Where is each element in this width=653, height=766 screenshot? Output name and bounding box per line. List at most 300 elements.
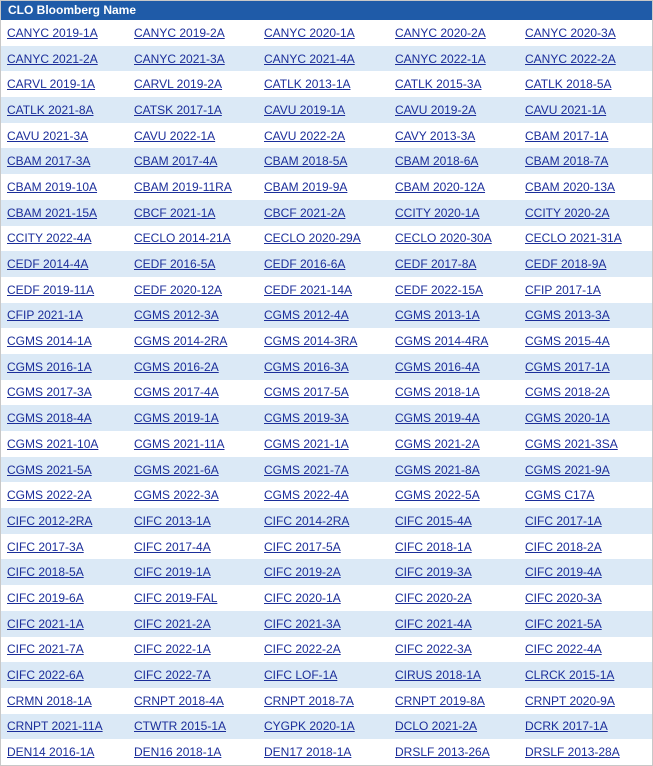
- clo-name-link[interactable]: CEDF 2019-11A: [7, 282, 95, 297]
- clo-name-link[interactable]: CCITY 2020-2A: [525, 205, 610, 220]
- table-cell: [389, 206, 519, 220]
- table-cell: [258, 360, 389, 374]
- clo-name-link[interactable]: CIFC 2017-5A: [264, 539, 341, 554]
- clo-name-link[interactable]: CIFC LOF-1A: [264, 668, 338, 683]
- table-cell: [519, 437, 652, 451]
- clo-name-link[interactable]: CIFC 2012-2RA: [7, 513, 93, 528]
- clo-name-link[interactable]: CGMS 2019-4A: [395, 411, 480, 426]
- clo-name-link[interactable]: CANYC 2022-2A: [525, 51, 616, 66]
- table-cell: [258, 154, 389, 168]
- clo-name-link[interactable]: CGMS 2022-4A: [264, 488, 349, 503]
- clo-name-link[interactable]: CIFC 2018-1A: [395, 539, 472, 554]
- clo-name-link[interactable]: DEN16 2018-1A: [134, 745, 222, 760]
- clo-name-link[interactable]: CIFC 2021-1A: [7, 616, 84, 631]
- clo-name-link[interactable]: CIFC 2017-4A: [134, 539, 211, 554]
- clo-name-link[interactable]: CEDF 2016-5A: [134, 257, 216, 272]
- clo-name-link[interactable]: CBAM 2018-5A: [264, 154, 348, 169]
- clo-name-link[interactable]: CIFC 2019-6A: [7, 590, 84, 605]
- table-cell: [519, 52, 652, 66]
- table-cell: [1, 565, 128, 579]
- table-cell: [1, 334, 128, 348]
- clo-name-link[interactable]: CAVU 2021-1A: [525, 102, 607, 117]
- table-cell: [258, 26, 389, 40]
- table-cell: [258, 129, 389, 143]
- clo-name-link[interactable]: CGMS 2021-11A: [134, 436, 225, 451]
- clo-name-link[interactable]: CBAM 2017-4A: [134, 154, 218, 169]
- table-cell: [128, 617, 258, 631]
- clo-name-link[interactable]: CIFC 2017-1A: [525, 513, 602, 528]
- table-cell: [389, 617, 519, 631]
- table-cell: [128, 540, 258, 554]
- clo-name-link[interactable]: CBAM 2019-9A: [264, 179, 348, 194]
- table-cell: [128, 180, 258, 194]
- table-cell: [389, 231, 519, 245]
- table-cell: [519, 129, 652, 143]
- table-cell: [389, 642, 519, 656]
- table-cell: [258, 257, 389, 271]
- table-row: [1, 405, 652, 431]
- table-cell: [258, 77, 389, 91]
- clo-name-link[interactable]: CAVU 2021-3A: [7, 128, 89, 143]
- table-cell: [519, 565, 652, 579]
- clo-name-link[interactable]: CRNPT 2019-8A: [395, 693, 485, 708]
- clo-name-link[interactable]: CAVU 2022-2A: [264, 128, 346, 143]
- table-cell: [389, 463, 519, 477]
- table-cell: [128, 360, 258, 374]
- table-cell: [128, 77, 258, 91]
- table-cell: [128, 565, 258, 579]
- clo-name-link[interactable]: CGMS 2022-3A: [134, 488, 219, 503]
- table-cell: [1, 129, 128, 143]
- table-cell: [258, 540, 389, 554]
- clo-name-link[interactable]: CARVL 2019-1A: [7, 77, 96, 92]
- table-cell: [519, 180, 652, 194]
- clo-name-link[interactable]: CIFC 2022-4A: [525, 642, 602, 657]
- table-cell: [258, 514, 389, 528]
- table-cell: [128, 206, 258, 220]
- table-cell: [519, 540, 652, 554]
- table-cell: [128, 488, 258, 502]
- table-cell: [258, 411, 389, 425]
- table-row: [1, 508, 652, 534]
- clo-name-link[interactable]: CANYC 2019-2A: [134, 25, 225, 40]
- table-cell: [128, 719, 258, 733]
- table-cell: [519, 642, 652, 656]
- clo-name-link[interactable]: CANYC 2019-1A: [7, 25, 98, 40]
- table-cell: [1, 514, 128, 528]
- table-cell: [258, 283, 389, 297]
- clo-name-link[interactable]: CIFC 2022-2A: [264, 642, 341, 657]
- table-cell: [389, 257, 519, 271]
- table-row: [1, 457, 652, 483]
- clo-name-link[interactable]: DRSLF 2013-28A: [525, 745, 620, 760]
- clo-name-link[interactable]: CGMS 2017-3A: [7, 385, 92, 400]
- clo-name-link[interactable]: CIRUS 2018-1A: [395, 668, 482, 683]
- clo-name-link[interactable]: CBCF 2021-1A: [134, 205, 216, 220]
- table-cell: [258, 719, 389, 733]
- table-cell: [389, 411, 519, 425]
- table-row: [1, 97, 652, 123]
- clo-name-link[interactable]: CRNPT 2018-7A: [264, 693, 354, 708]
- clo-name-link[interactable]: CIFC 2021-4A: [395, 616, 472, 631]
- clo-name-link[interactable]: CEDF 2014-4A: [7, 257, 89, 272]
- table-cell: [519, 334, 652, 348]
- table-cell: [258, 308, 389, 322]
- table-cell: [128, 129, 258, 143]
- table-cell: [519, 385, 652, 399]
- table-cell: [519, 103, 652, 117]
- table-cell: [1, 154, 128, 168]
- table-cell: [389, 129, 519, 143]
- table-row: [1, 611, 652, 637]
- table-cell: [519, 308, 652, 322]
- clo-name-link[interactable]: CGMS 2016-3A: [264, 359, 349, 374]
- table-cell: [519, 206, 652, 220]
- clo-name-link[interactable]: CGMS 2021-3SA: [525, 436, 618, 451]
- table-cell: [1, 642, 128, 656]
- clo-name-link[interactable]: CGMS 2012-3A: [134, 308, 219, 323]
- table-cell: [1, 180, 128, 194]
- clo-name-link[interactable]: CANYC 2020-2A: [395, 25, 486, 40]
- clo-name-link[interactable]: CGMS 2016-1A: [7, 359, 92, 374]
- table-row: [1, 123, 652, 149]
- table-cell: [1, 257, 128, 271]
- clo-name-link[interactable]: CGMS 2014-4RA: [395, 334, 489, 349]
- clo-name-link[interactable]: CGMS 2021-8A: [395, 462, 480, 477]
- clo-name-link[interactable]: CGMS 2014-2RA: [134, 334, 228, 349]
- table-cell: [1, 103, 128, 117]
- table-cell: [519, 719, 652, 733]
- clo-name-link[interactable]: CIFC 2013-1A: [134, 513, 211, 528]
- table-cell: [519, 154, 652, 168]
- clo-name-link[interactable]: CGMS 2014-3RA: [264, 334, 358, 349]
- table-cell: [258, 591, 389, 605]
- table-cell: [389, 283, 519, 297]
- clo-name-link[interactable]: CIFC 2021-2A: [134, 616, 211, 631]
- table-cell: [128, 411, 258, 425]
- table-cell: [128, 26, 258, 40]
- table-cell: [389, 77, 519, 91]
- table-row: [1, 46, 652, 72]
- clo-name-link[interactable]: CATLK 2013-1A: [264, 77, 351, 92]
- clo-name-link[interactable]: CECLO 2020-30A: [395, 231, 492, 246]
- clo-name-link[interactable]: CGMS 2018-1A: [395, 385, 480, 400]
- table-cell: [258, 385, 389, 399]
- clo-name-link[interactable]: CBAM 2018-6A: [395, 154, 479, 169]
- clo-name-link[interactable]: CANYC 2020-3A: [525, 25, 616, 40]
- table-cell: [389, 745, 519, 759]
- table-cell: [389, 565, 519, 579]
- clo-name-link[interactable]: CEDF 2021-14A: [264, 282, 353, 297]
- table-row: [1, 739, 652, 765]
- table-cell: [258, 694, 389, 708]
- table-cell: [1, 591, 128, 605]
- clo-name-link[interactable]: CGMS 2021-7A: [264, 462, 349, 477]
- table-cell: [1, 360, 128, 374]
- clo-name-link[interactable]: CGMS 2017-5A: [264, 385, 349, 400]
- table-cell: [519, 668, 652, 682]
- clo-name-link[interactable]: CGMS 2015-4A: [525, 334, 610, 349]
- clo-name-link[interactable]: CFIP 2021-1A: [7, 308, 83, 323]
- table-cell: [1, 488, 128, 502]
- clo-name-link[interactable]: DEN14 2016-1A: [7, 745, 95, 760]
- clo-name-link[interactable]: CIFC 2022-6A: [7, 668, 84, 683]
- clo-name-link[interactable]: CECLO 2021-31A: [525, 231, 622, 246]
- table-cell: [1, 385, 128, 399]
- clo-name-link[interactable]: CBAM 2018-7A: [525, 154, 609, 169]
- clo-name-link[interactable]: CIFC 2017-3A: [7, 539, 84, 554]
- table-row: [1, 559, 652, 585]
- clo-name-link[interactable]: CIFC 2022-1A: [134, 642, 211, 657]
- clo-name-link[interactable]: CEDF 2016-6A: [264, 257, 346, 272]
- clo-name-link[interactable]: CIFC 2019-2A: [264, 565, 341, 580]
- table-cell: [258, 206, 389, 220]
- table-row: [1, 534, 652, 560]
- clo-name-link[interactable]: CGMS 2018-4A: [7, 411, 92, 426]
- table-cell: [519, 231, 652, 245]
- table-row: [1, 380, 652, 406]
- clo-name-link[interactable]: CIFC 2021-7A: [7, 642, 84, 657]
- clo-name-link[interactable]: CRNPT 2018-4A: [134, 693, 224, 708]
- table-header: CLO Bloomberg Name: [1, 1, 652, 20]
- clo-name-link[interactable]: CANYC 2022-1A: [395, 51, 486, 66]
- clo-name-link[interactable]: CIFC 2019-4A: [525, 565, 602, 580]
- clo-name-link[interactable]: CIFC 2021-3A: [264, 616, 341, 631]
- clo-name-link[interactable]: CCITY 2020-1A: [395, 205, 480, 220]
- table-cell: [258, 231, 389, 245]
- clo-name-link[interactable]: CIFC 2019-3A: [395, 565, 472, 580]
- clo-name-link[interactable]: CANYC 2021-3A: [134, 51, 225, 66]
- table-row: [1, 585, 652, 611]
- table-cell: [389, 719, 519, 733]
- table-cell: [519, 488, 652, 502]
- clo-name-link[interactable]: CARVL 2019-2A: [134, 77, 223, 92]
- table-cell: [519, 411, 652, 425]
- clo-name-link[interactable]: CGMS 2021-5A: [7, 462, 92, 477]
- clo-name-link[interactable]: CIFC 2021-5A: [525, 616, 602, 631]
- table-cell: [258, 437, 389, 451]
- clo-name-link[interactable]: CTWTR 2015-1A: [134, 719, 227, 734]
- table-row: [1, 200, 652, 226]
- clo-name-link[interactable]: CGMS 2016-2A: [134, 359, 219, 374]
- clo-name-link[interactable]: CGMS 2013-3A: [525, 308, 610, 323]
- clo-name-link[interactable]: DEN17 2018-1A: [264, 745, 352, 760]
- clo-name-link[interactable]: CBAM 2019-11RA: [134, 179, 232, 194]
- table-cell: [1, 437, 128, 451]
- clo-name-link[interactable]: CGMS 2022-5A: [395, 488, 480, 503]
- table-cell: [258, 52, 389, 66]
- clo-name-link[interactable]: CIFC 2022-7A: [134, 668, 211, 683]
- clo-name-link[interactable]: CIFC 2022-3A: [395, 642, 472, 657]
- table-row: [1, 662, 652, 688]
- table-cell: [128, 52, 258, 66]
- clo-name-link[interactable]: CBAM 2017-1A: [525, 128, 609, 143]
- clo-name-link[interactable]: CCITY 2022-4A: [7, 231, 92, 246]
- table-cell: [128, 283, 258, 297]
- table-cell: [128, 334, 258, 348]
- table-cell: [519, 514, 652, 528]
- table-row: [1, 71, 652, 97]
- table-cell: [519, 617, 652, 631]
- table-cell: [128, 154, 258, 168]
- table-cell: [519, 591, 652, 605]
- table-cell: [1, 411, 128, 425]
- clo-name-link[interactable]: CIFC 2019-FAL: [134, 590, 218, 605]
- clo-name-link[interactable]: CEDF 2017-8A: [395, 257, 477, 272]
- clo-name-link[interactable]: CRNPT 2021-11A: [7, 719, 103, 734]
- table-cell: [389, 540, 519, 554]
- table-cell: [519, 26, 652, 40]
- clo-name-link[interactable]: CGMS 2019-1A: [134, 411, 219, 426]
- clo-name-link[interactable]: CGMS 2019-3A: [264, 411, 349, 426]
- table-row: [1, 251, 652, 277]
- table-cell: [128, 385, 258, 399]
- table-cell: [389, 103, 519, 117]
- clo-name-link[interactable]: DCRK 2017-1A: [525, 719, 608, 734]
- table-cell: [1, 77, 128, 91]
- clo-name-link[interactable]: CIFC 2014-2RA: [264, 513, 350, 528]
- table-cell: [128, 514, 258, 528]
- table-cell: [1, 668, 128, 682]
- clo-name-link[interactable]: CANYC 2021-4A: [264, 51, 355, 66]
- table-cell: [258, 565, 389, 579]
- table-cell: [1, 308, 128, 322]
- clo-name-link[interactable]: CLRCK 2015-1A: [525, 668, 615, 683]
- clo-name-link[interactable]: CAVU 2019-2A: [395, 102, 477, 117]
- table-cell: [519, 283, 652, 297]
- clo-name-link[interactable]: CAVU 2022-1A: [134, 128, 216, 143]
- clo-name-link[interactable]: CIFC 2020-1A: [264, 590, 341, 605]
- table-cell: [519, 694, 652, 708]
- table-row: [1, 688, 652, 714]
- table-cell: [128, 694, 258, 708]
- table-row: [1, 482, 652, 508]
- clo-name-link[interactable]: CIFC 2018-2A: [525, 539, 602, 554]
- clo-name-link[interactable]: CGMS 2022-2A: [7, 488, 92, 503]
- clo-name-link[interactable]: CATLK 2021-8A: [7, 102, 94, 117]
- table-row: [1, 354, 652, 380]
- clo-name-link[interactable]: CGMS 2021-10A: [7, 436, 99, 451]
- table-cell: [258, 745, 389, 759]
- table-cell: [519, 463, 652, 477]
- clo-name-link[interactable]: CBAM 2020-13A: [525, 179, 616, 194]
- table-cell: [258, 488, 389, 502]
- clo-name-link[interactable]: CGMS 2021-9A: [525, 462, 610, 477]
- clo-name-link[interactable]: CEDF 2022-15A: [395, 282, 484, 297]
- table-row: [1, 226, 652, 252]
- clo-name-link[interactable]: CFIP 2017-1A: [525, 282, 601, 297]
- table-cell: [1, 52, 128, 66]
- table-row: [1, 20, 652, 46]
- table-cell: [389, 694, 519, 708]
- clo-name-link[interactable]: CGMS 2020-1A: [525, 411, 610, 426]
- clo-name-link[interactable]: CGMS 2014-1A: [7, 334, 92, 349]
- clo-name-link[interactable]: DCLO 2021-2A: [395, 719, 478, 734]
- clo-name-link[interactable]: CBAM 2019-10A: [7, 179, 98, 194]
- table-cell: [389, 385, 519, 399]
- clo-name-link[interactable]: CECLO 2014-21A: [134, 231, 231, 246]
- clo-name-link[interactable]: CGMS C17A: [525, 488, 595, 503]
- clo-name-link[interactable]: CGMS 2017-4A: [134, 385, 219, 400]
- clo-name-link[interactable]: CBAM 2020-12A: [395, 179, 486, 194]
- table-cell: [389, 437, 519, 451]
- table-cell: [389, 488, 519, 502]
- clo-name-link[interactable]: CGMS 2016-4A: [395, 359, 480, 374]
- table-cell: [258, 463, 389, 477]
- table-cell: [1, 719, 128, 733]
- clo-name-link[interactable]: CANYC 2020-1A: [264, 25, 355, 40]
- clo-name-link[interactable]: CANYC 2021-2A: [7, 51, 98, 66]
- clo-name-link[interactable]: CRMN 2018-1A: [7, 693, 92, 708]
- clo-name-link[interactable]: CYGPK 2020-1A: [264, 719, 355, 734]
- table-cell: [128, 642, 258, 656]
- table-cell: [128, 591, 258, 605]
- table-row: [1, 328, 652, 354]
- table-cell: [1, 206, 128, 220]
- clo-name-link[interactable]: CGMS 2021-2A: [395, 436, 480, 451]
- clo-name-link[interactable]: CBCF 2021-2A: [264, 205, 346, 220]
- clo-name-link[interactable]: CAVY 2013-3A: [395, 128, 476, 143]
- table-cell: [1, 26, 128, 40]
- clo-name-link[interactable]: CATSK 2017-1A: [134, 102, 222, 117]
- clo-name-link[interactable]: CBAM 2017-3A: [7, 154, 91, 169]
- clo-name-link[interactable]: CIFC 2015-4A: [395, 513, 472, 528]
- table-cell: [1, 463, 128, 477]
- table-row: [1, 174, 652, 200]
- clo-name-link[interactable]: CGMS 2013-1A: [395, 308, 480, 323]
- table-cell: [389, 360, 519, 374]
- table-cell: [1, 540, 128, 554]
- clo-name-link[interactable]: CECLO 2020-29A: [264, 231, 361, 246]
- table-cell: [258, 180, 389, 194]
- table-cell: [519, 360, 652, 374]
- clo-name-link[interactable]: CIFC 2020-3A: [525, 590, 602, 605]
- table-cell: [128, 437, 258, 451]
- table-cell: [1, 231, 128, 245]
- clo-name-link[interactable]: CIFC 2019-1A: [134, 565, 211, 580]
- table-cell: [1, 617, 128, 631]
- table-cell: [389, 591, 519, 605]
- table-cell: [128, 463, 258, 477]
- clo-name-link[interactable]: CATLK 2015-3A: [395, 77, 482, 92]
- clo-name-link[interactable]: CATLK 2018-5A: [525, 77, 612, 92]
- table-cell: [389, 154, 519, 168]
- clo-name-link[interactable]: CGMS 2018-2A: [525, 385, 610, 400]
- clo-name-link[interactable]: DRSLF 2013-26A: [395, 745, 490, 760]
- table-cell: [258, 334, 389, 348]
- table-cell: [258, 103, 389, 117]
- table-cell: [128, 257, 258, 271]
- clo-name-link[interactable]: CRNPT 2020-9A: [525, 693, 615, 708]
- table-row: [1, 714, 652, 740]
- clo-name-link[interactable]: CGMS 2021-1A: [264, 436, 349, 451]
- table-cell: [128, 745, 258, 759]
- table-cell: [389, 668, 519, 682]
- clo-name-link[interactable]: CEDF 2018-9A: [525, 257, 607, 272]
- clo-name-link[interactable]: CBAM 2021-15A: [7, 205, 98, 220]
- clo-name-link[interactable]: CAVU 2019-1A: [264, 102, 346, 117]
- clo-name-link[interactable]: CEDF 2020-12A: [134, 282, 223, 297]
- table-cell: [389, 308, 519, 322]
- clo-name-link[interactable]: CGMS 2012-4A: [264, 308, 349, 323]
- clo-name-link[interactable]: CIFC 2020-2A: [395, 590, 472, 605]
- clo-name-link[interactable]: CIFC 2018-5A: [7, 565, 84, 580]
- table-cell: [389, 26, 519, 40]
- table-row: [1, 277, 652, 303]
- clo-name-link[interactable]: CGMS 2021-6A: [134, 462, 219, 477]
- clo-name-link[interactable]: CGMS 2017-1A: [525, 359, 610, 374]
- table-cell: [519, 257, 652, 271]
